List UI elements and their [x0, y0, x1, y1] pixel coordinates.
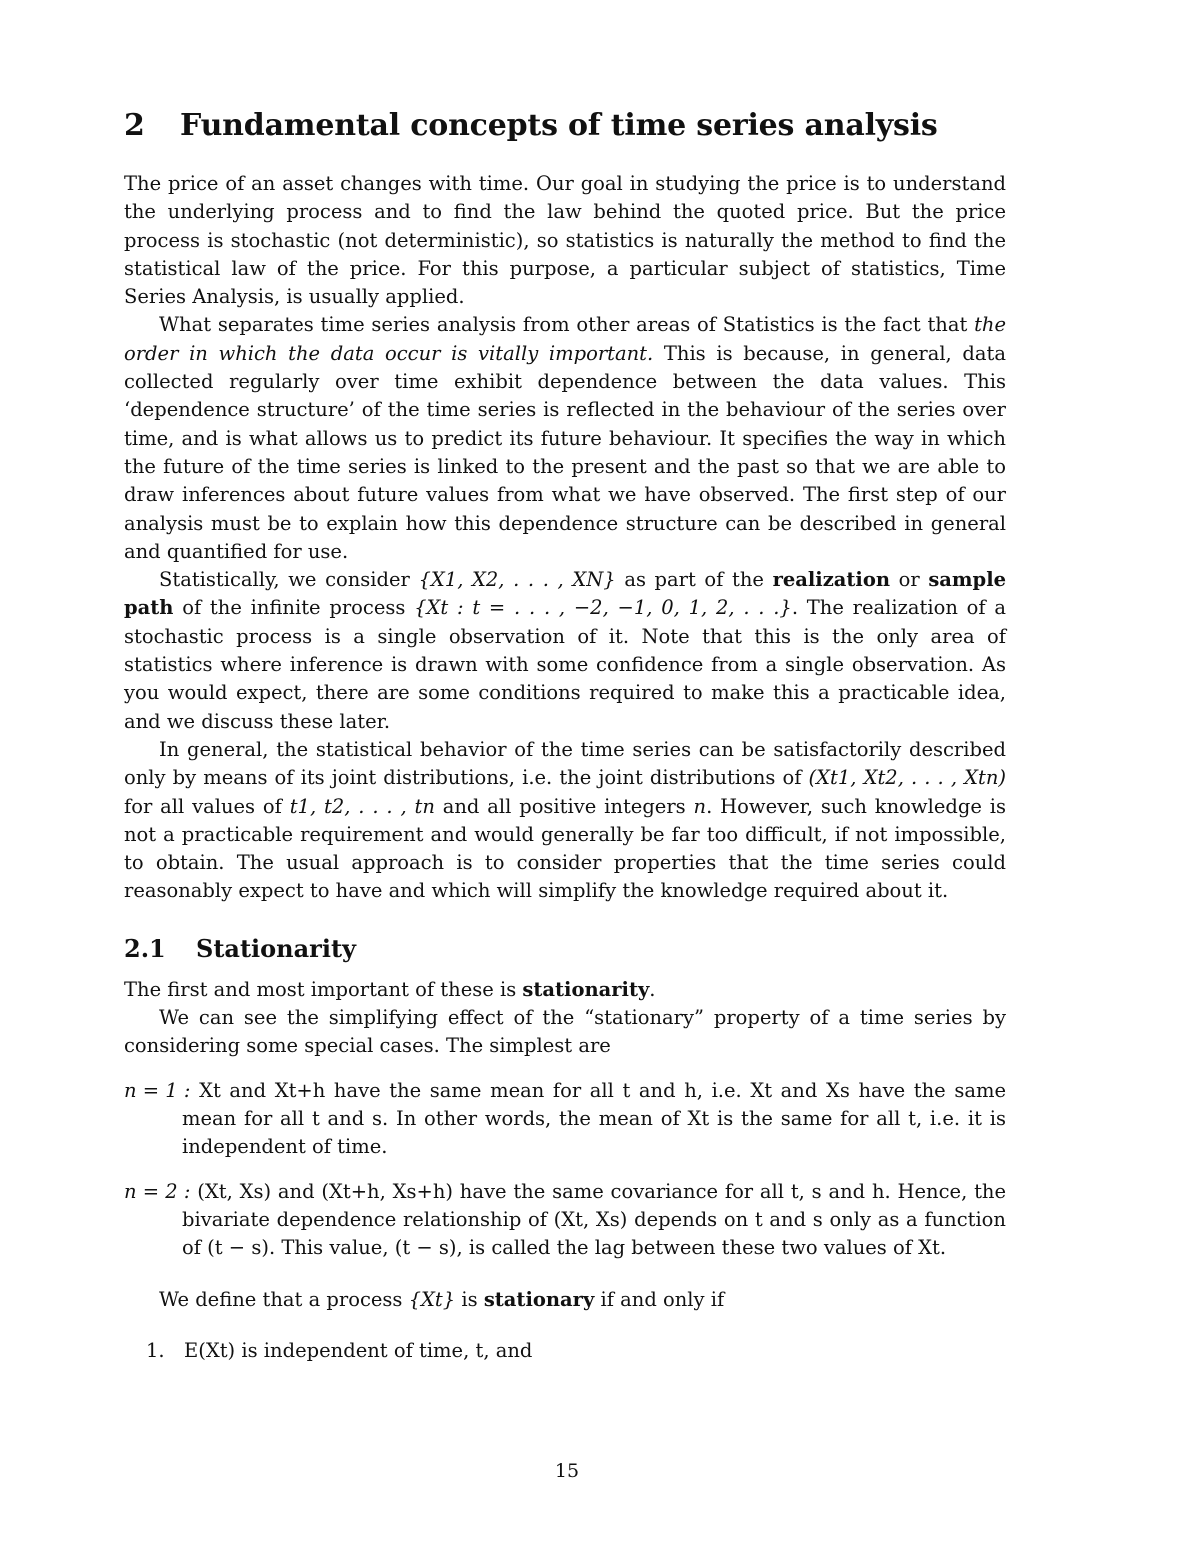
paragraph-intro: The price of an asset changes with time. Our goal in studying the price is to understand the underlying process and to find the law behind the quoted price. But the price process is stochastic (not deterministic), so statistics is naturally the method to find the statistical law of the price. For this purpose, a particular subject of statistics, Time Series Analysis, is usually applied.	[124, 172, 1006, 309]
paragraph-simplifying: We can see the simplifying effect of the “stationary” property of a time series by considering some special cases. The simplest are	[124, 1006, 1006, 1058]
term-realization: realization	[772, 568, 891, 592]
case-n1-text: Xt and Xt+h have the same mean for all t and h, i.e. Xt and Xs have the same mean for all t and s. In other words, the mean of Xt is the same for all t, i.e. it is independent of time.	[182, 1078, 1006, 1159]
list-text: E(Xt) is independent of time, t, and	[184, 1338, 533, 1362]
term-stationary: stationary	[483, 1288, 595, 1312]
paragraph-realization: Statistically, we consider {X1, X2, . . . , XN} as part of the realization or sample path of the infinite process {Xt : t = . . . , −2, −1, 0, 1, 2, . . .}. The realization of a stochastic process is a single observation of it. Note that this is the only area of statistics where inference is drawn with some confidence from a single observation. As you would expect, there are some conditions required to make this a practicable idea, and we discuss these later.	[124, 568, 1007, 733]
term-sample-path: sample path	[124, 568, 1007, 620]
n-symbol: n	[693, 794, 707, 818]
sample-set-formula: {X1, X2, . . . , XN}	[418, 568, 616, 592]
page-number: 15	[554, 1460, 580, 1482]
case-n1-label: n = 1 :	[124, 1078, 191, 1102]
times-formula: t1, t2, . . . , tn	[289, 794, 435, 818]
case-n2-text: (Xt, Xs) and (Xt+h, Xs+h) have the same covariance for all t, s and h. Hence, the bivariate dependence relationship of (Xt, Xs) depends on t and s only as a function of (t − s). This value, (t − s), is called the lag between these two values of Xt.	[182, 1179, 1007, 1260]
case-n1	[124, 1077, 1006, 1162]
paragraph-joint: In general, the statistical behavior of the time series can be satisfactorily described only by means of its joint distributions, i.e. the joint distributions of (Xt1, Xt2, . . . , Xtn) for all values of t1, t2, . . . , tn and all positive integers n. However, such knowledge is not a practicable requirement and would generally be far too difficult, if not impossible, to obtain. The usual approach is to consider properties that the time series could reasonably expect to have and which will simplify the knowledge required about it.	[124, 737, 1007, 903]
process-formula: {Xt : t = . . . , −2, −1, 0, 1, 2, . . .}	[414, 596, 792, 620]
paragraph-stationarity: The first and most important of these is stationarity.	[124, 977, 656, 1001]
content	[124, 104, 1006, 1365]
case-n2-label: n = 2 :	[124, 1179, 191, 1203]
list-number: 1.	[146, 1338, 165, 1362]
definition-process: {Xt}	[408, 1288, 456, 1312]
subsection-number: 2.1	[124, 933, 166, 963]
section-title: Fundamental concepts of time series analysis	[180, 108, 938, 143]
list-item	[124, 1337, 1006, 1365]
term-stationarity: stationarity	[522, 977, 650, 1001]
paragraph-definition: We define that a process {Xt} is stationary if and only if	[159, 1288, 725, 1312]
section-heading	[124, 104, 1006, 148]
subsection-heading	[124, 932, 1006, 966]
section-number: 2	[124, 108, 145, 143]
joint-formula: (Xt1, Xt2, . . . , Xtn)	[808, 766, 1007, 790]
subsection-title: Stationarity	[196, 933, 356, 963]
emphasis-order: the order in which the data occur is vitally important.	[124, 313, 1006, 365]
case-n2	[124, 1178, 1006, 1263]
paragraph-order: What separates time series analysis from other areas of Statistics is the fact that the order in which the data occur is vitally important. This is because, in general, data collected regularly over time exhibit dependence between the data values. This ‘dependence structure’ of the time series is reflected in the behaviour of the series over time, and is what allows us to predict its future behaviour. It specifies the way in which the future of the time series is linked to the present and the past so that we are able to draw inferences about future values from what we have observed. The first step of our analysis must be to explain how this dependence structure can be described in general and quantified for use.	[124, 313, 1006, 563]
